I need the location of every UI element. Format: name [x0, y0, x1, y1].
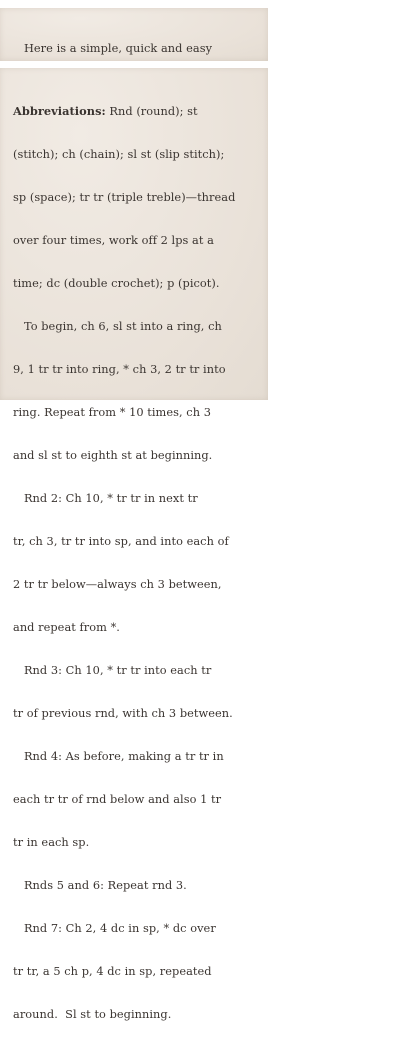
instruction-line: Rnd 3: Ch 10, * tr tr into each tr — [13, 663, 212, 678]
instruction-line: 2 tr tr below—always ch 3 between, — [13, 577, 222, 592]
instruction-line: around. Sl st to beginning. — [13, 1007, 172, 1022]
instruction-line: tr tr, a 5 ch p, 4 dc in sp, repeated — [13, 964, 212, 979]
instruction-line: Rnd 2: Ch 10, * tr tr in next tr — [13, 490, 198, 505]
instruction-line: ring. Repeat from * 10 times, ch 3 — [13, 404, 211, 419]
instruction-line: each tr tr of rnd below and also 1 tr — [13, 792, 222, 807]
intro-clipping — [0, 8, 268, 61]
instruction-line: and sl st to eighth st at beginning. — [13, 447, 213, 462]
abbreviations-line: time; dc (double crochet); p (picot). — [13, 275, 220, 290]
instruction-line: Rnds 5 and 6: Repeat rnd 3. — [13, 878, 187, 893]
instruction-line: tr, ch 3, tr tr into sp, and into each of — [13, 534, 229, 548]
intro-line: Here is a simple, quick and easy — [13, 40, 213, 55]
instruction-line: tr of previous rnd, with ch 3 between. — [13, 706, 233, 721]
abbreviations-line: over four times, work off 2 lps at a — [13, 232, 214, 247]
abbreviations-heading: Abbreviations: — [13, 103, 106, 118]
instruction-line: To begin, ch 6, sl st into a ring, ch — [13, 318, 222, 333]
instruction-line: 9, 1 tr tr into ring, * ch 3, 2 tr tr into — [13, 361, 226, 376]
instruction-line: tr in each sp. — [13, 835, 90, 850]
abbreviations-first-line — [13, 104, 235, 118]
abbreviations-first-line-text: Rnd (round); st — [105, 103, 198, 118]
instruction-line: Rnd 7: Ch 2, 4 dc in sp, * dc over — [13, 921, 216, 936]
abbreviations-line: sp (space); tr tr (triple treble)—thread — [13, 189, 236, 204]
pattern-text — [13, 75, 235, 1050]
abbreviations-line: (stitch); ch (chain); sl st (slip stitch); — [13, 146, 225, 161]
instruction-line: and repeat from *. — [13, 620, 120, 635]
instruction-line: Rnd 4: As before, making a tr tr in — [13, 749, 224, 764]
pattern-clipping — [0, 68, 268, 1022]
